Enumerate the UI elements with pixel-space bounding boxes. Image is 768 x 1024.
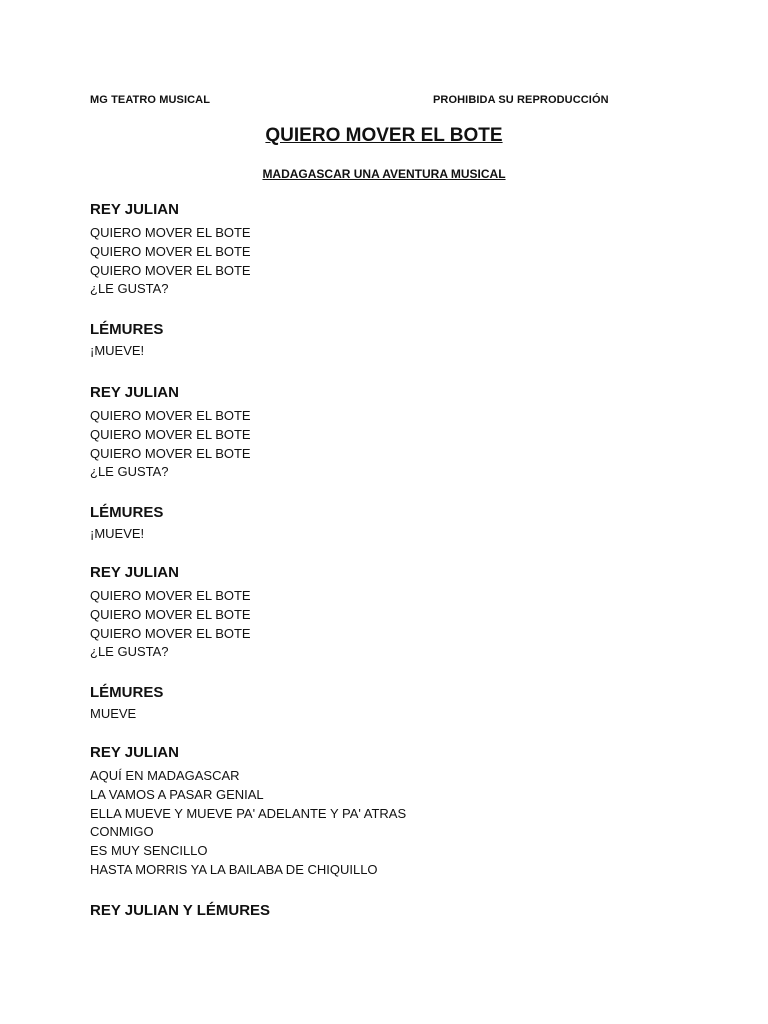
lyric-line: ¿LE GUSTA?: [90, 281, 169, 297]
speaker-name: REY JULIAN Y LÉMURES: [90, 902, 271, 919]
lyric-line: ELLA MUEVE Y MUEVE PA' ADELANTE Y PA' ATRAS: [90, 805, 407, 821]
lyric-line: LA VAMOS A PASAR GENIAL: [90, 786, 264, 802]
lyrics-section: [90, 744, 406, 880]
lyric-line: QUIERO MOVER EL BOTE: [90, 588, 251, 603]
lyric-lines: [90, 342, 163, 361]
lyric-line: ¡MUEVE!: [90, 526, 145, 541]
speaker-name: REY JULIAN: [90, 201, 179, 218]
lyric-lines: [90, 407, 251, 482]
lyric-line: ¡MUEVE!: [90, 343, 145, 358]
lyric-lines: [90, 224, 251, 299]
lyric-line: ¿LE GUSTA?: [90, 644, 169, 660]
lyric-line: CONMIGO: [90, 824, 154, 840]
page-title: QUIERO MOVER EL BOTE: [265, 125, 503, 146]
lyric-line: AQUÍ EN MADAGASCAR: [90, 768, 240, 783]
speaker-name: REY JULIAN: [90, 564, 179, 581]
lyrics-section: [90, 504, 163, 544]
speaker-name: LÉMURES: [90, 684, 164, 701]
lyric-line: QUIERO MOVER EL BOTE: [90, 445, 251, 461]
header-left: MG TEATRO MUSICAL: [90, 94, 211, 106]
lyric-line: QUIERO MOVER EL BOTE: [90, 262, 251, 278]
lyric-line: QUIERO MOVER EL BOTE: [90, 408, 251, 423]
speaker-name: LÉMURES: [90, 504, 164, 521]
header-right: PROHIBIDA SU REPRODUCCIÓN: [433, 94, 609, 106]
lyrics-section: [90, 321, 163, 361]
speaker-name: LÉMURES: [90, 321, 164, 338]
lyrics-section: [90, 564, 251, 662]
lyric-line: QUIERO MOVER EL BOTE: [90, 243, 251, 259]
lyric-line: HASTA MORRIS YA LA BAILABA DE CHIQUILLO: [90, 861, 378, 877]
lyric-lines: [90, 525, 163, 544]
lyric-line: QUIERO MOVER EL BOTE: [90, 606, 251, 622]
lyrics-section: [90, 384, 251, 482]
lyric-line: ¿LE GUSTA?: [90, 464, 169, 480]
speaker-name: REY JULIAN: [90, 744, 179, 761]
lyrics-section: [90, 684, 163, 724]
lyric-lines: [90, 705, 163, 724]
lyric-line: QUIERO MOVER EL BOTE: [90, 625, 251, 641]
lyric-line: MUEVE: [90, 706, 137, 721]
lyrics-section: [90, 201, 251, 299]
lyric-line: ES MUY SENCILLO: [90, 843, 208, 859]
lyrics-section: [90, 902, 270, 920]
lyric-line: QUIERO MOVER EL BOTE: [90, 225, 251, 240]
lyric-lines: [90, 767, 406, 880]
lyric-lines: [90, 587, 251, 662]
speaker-name: REY JULIAN: [90, 384, 179, 401]
lyric-line: QUIERO MOVER EL BOTE: [90, 426, 251, 442]
page-subtitle: MADAGASCAR UNA AVENTURA MUSICAL: [262, 167, 506, 181]
